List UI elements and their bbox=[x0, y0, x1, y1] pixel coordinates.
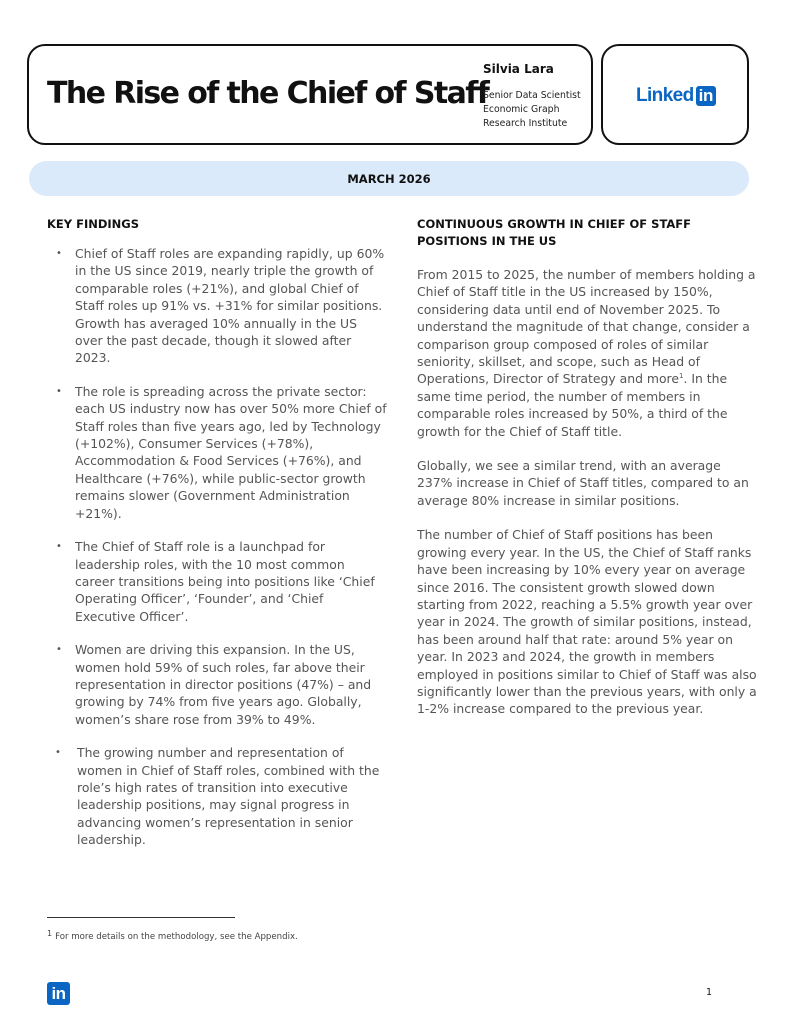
page-number: 1 bbox=[706, 987, 713, 998]
list-item: • The Chief of Staff role is a launchpad for leadership roles, with the 10 most common career transitions being into positions like ‘Chief Operating Officer’, ‘Founder’, and ‘Chief Executive Officer’. bbox=[47, 538, 387, 625]
growth-paragraph-2: Globally, we see a similar trend, with an average 237% increase in Chief of Staff titles, compared to an average 80% increase in similar positions. bbox=[417, 458, 749, 508]
list-item: • The role is spreading across the private sector: each US industry now has over 50% more Chief of Staff roles than five years ago, led by Technology (+102%), Consumer Services (+78%), Accommodation & Food Services (+76%), and Healthcare (+76%), while public-sector growth remains slower (Government Administration +21%). bbox=[47, 383, 387, 522]
list-item: • The growing number and representation of women in Chief of Staff roles, combined with the role’s high rates of transition into executive leadership positions, may signal progress in advancing women’s representation in senior leadership. bbox=[47, 744, 387, 848]
growth-paragraph-3: The number of Chief of Staff positions has been growing every year. In the US, the Chief of Staff ranks have been increasing by 10% every year on average since 2016. The consistent growth slowed down starting from 2022, reaching a 5.5% growth year over year in 2024. The growth of similar positions, instead, has been around half that rate: around 5% year on year. In 2023 and 2024, the growth in members employed in positions similar to Chief of Staff was also significantly lower than the previous years, with only a 1-2% increase compared to the previous year. bbox=[417, 527, 757, 717]
footnote-text: For more details on the methodology, see the Appendix. bbox=[55, 932, 298, 942]
report-date: MARCH 2026 bbox=[347, 171, 431, 186]
author-role bbox=[483, 89, 587, 131]
linkedin-logo bbox=[636, 86, 716, 106]
date-banner bbox=[29, 161, 749, 196]
key-findings-column bbox=[47, 216, 387, 865]
growth-paragraph-1-text: From 2015 to 2025, the number of members holding a Chief of Staff title in the US increased by 150%, considering data until end of November 2025. To understand the magnitude of that change, consider a comparison group composed of roles of similar seniority, skillset, and scope, such as Head of Operations, Director of Strategy and more bbox=[417, 267, 756, 387]
key-findings-heading: KEY FINDINGS bbox=[47, 217, 140, 231]
footnote-reference[interactable]: 1 bbox=[678, 372, 684, 381]
linkedin-logo-wordmark: Linked bbox=[636, 85, 694, 106]
title-card bbox=[27, 44, 593, 145]
list-item: • Chief of Staff roles are expanding rapidly, up 60% in the US since 2019, nearly triple the growth of comparable roles (+21%), and global Chief of Staff roles up 91% vs. +31% for similar positions. Growth has averaged 10% annually in the US over the past decade, though it slowed after 2023. bbox=[47, 245, 387, 367]
footnote bbox=[47, 929, 298, 942]
author-role-line: Senior Data Scientist bbox=[483, 90, 581, 101]
growth-section-column bbox=[417, 216, 757, 735]
linkedin-logo-in-badge: in bbox=[696, 86, 716, 106]
growth-paragraph-1 bbox=[417, 266, 757, 440]
footnote-mark: 1 bbox=[47, 929, 53, 938]
author-role-line: Research Institute bbox=[483, 118, 568, 129]
logo-card bbox=[601, 44, 749, 145]
author-name: Silvia Lara bbox=[483, 62, 554, 76]
growth-paragraph-1-text-cont: . In the same time period, the number of members in comparable roles increased by 50%, a third of the growth for the Chief of Staff title. bbox=[417, 371, 728, 439]
report-title: The Rise of the Chief of Staff bbox=[47, 76, 489, 111]
list-item: • Women are driving this expansion. In the US, women hold 59% of such roles, far above their representation in director positions (47%) – and growing by 74% from five years ago. Globally, women’s share rose from 39% to 49%. bbox=[47, 641, 387, 728]
growth-section-heading: CONTINUOUS GROWTH IN CHIEF OF STAFF POSITIONS IN THE US bbox=[417, 217, 692, 248]
author-role-line: Economic Graph bbox=[483, 104, 560, 115]
linkedin-footer-icon: in bbox=[47, 982, 70, 1005]
key-findings-list bbox=[47, 245, 387, 849]
footnote-divider bbox=[47, 917, 235, 918]
